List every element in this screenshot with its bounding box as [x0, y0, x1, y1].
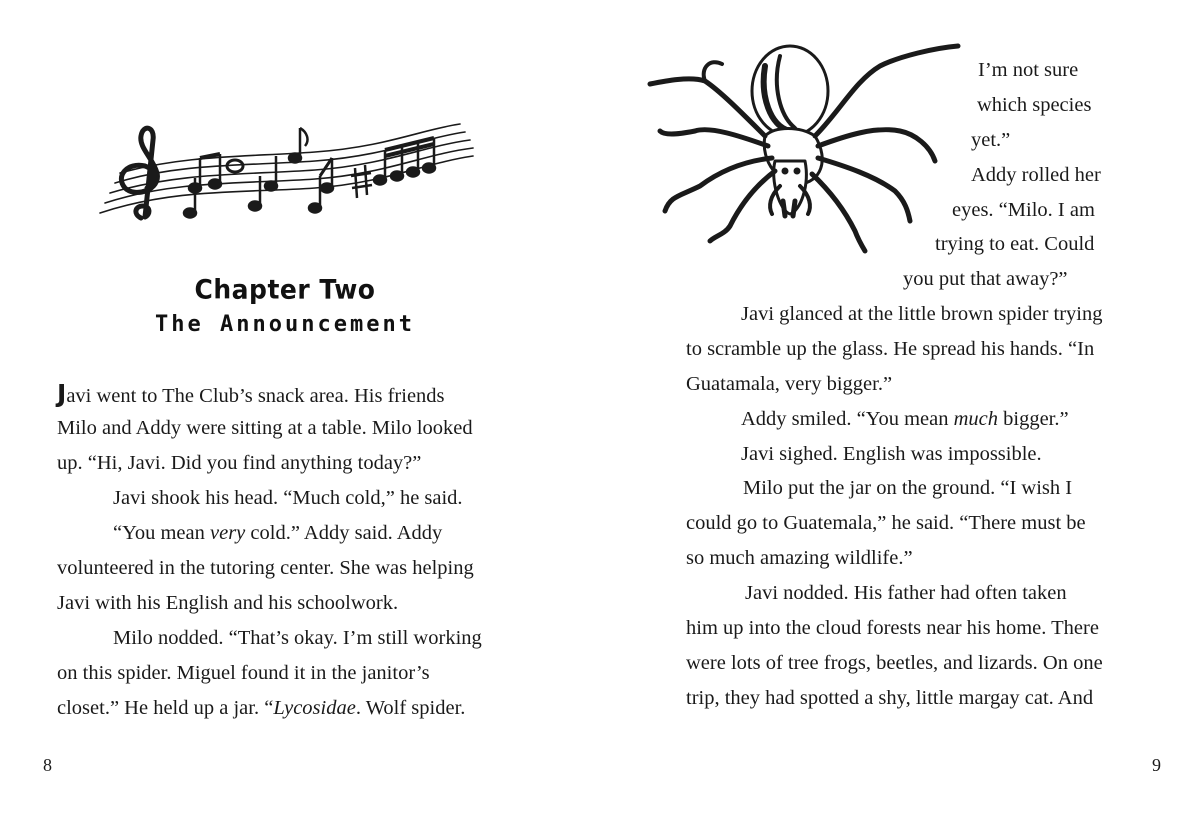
body-line: Javi glanced at the little brown spider trying	[741, 303, 1103, 325]
emphasis-text: Lycosidae	[273, 697, 356, 719]
body-line: Milo and Addy were sitting at a table. Milo looked	[57, 417, 473, 439]
body-line: Javi with his English and his schoolwork.	[57, 592, 399, 614]
chapter-title: The Announcement	[155, 312, 415, 337]
body-line: him up into the cloud forests near his home. There	[686, 617, 1099, 639]
body-line: “You mean very cold.” Addy said. Addy	[113, 522, 443, 544]
body-line: I’m not sure	[978, 59, 1079, 81]
chapter-number: Chapter Two	[194, 274, 376, 305]
body-line: Addy smiled. “You mean much bigger.”	[741, 408, 1069, 430]
drop-cap: J	[57, 379, 67, 408]
body-line: which species	[977, 94, 1092, 116]
music-notes-staff-illustration	[95, 118, 480, 228]
emphasis-text: very	[210, 522, 246, 544]
body-line: were lots of tree frogs, beetles, and lizards. On one	[686, 652, 1103, 674]
body-line: on this spider. Miguel found it in the janitor’s	[57, 662, 430, 684]
body-line: Milo nodded. “That’s okay. I’m still working	[113, 627, 482, 649]
body-line: volunteered in the tutoring center. She was helping	[57, 557, 474, 579]
body-line: Javi sighed. English was impossible.	[741, 443, 1042, 465]
page-number: 9	[1152, 755, 1161, 775]
body-line: eyes. “Milo. I am	[952, 199, 1095, 221]
body-line: trip, they had spotted a shy, little margay cat. And	[686, 687, 1094, 709]
body-line: you put that away?”	[903, 268, 1068, 290]
body-line: Javi went to The Club’s snack area. His friends	[57, 379, 445, 408]
body-line: yet.”	[971, 129, 1011, 151]
page-number: 8	[43, 755, 52, 775]
body-line: trying to eat. Could	[935, 233, 1095, 255]
wolf-spider-illustration	[640, 36, 970, 256]
emphasis-text: much	[953, 408, 998, 430]
body-line: could go to Guatemala,” he said. “There must be	[686, 512, 1086, 534]
body-line: Javi nodded. His father had often taken	[745, 582, 1067, 604]
body-line: up. “Hi, Javi. Did you find anything today?”	[57, 452, 422, 474]
body-line: Javi shook his head. “Much cold,” he said.	[113, 487, 463, 509]
body-line: to scramble up the glass. He spread his hands. “In	[686, 338, 1095, 360]
body-line: so much amazing wildlife.”	[686, 547, 913, 569]
body-line: Milo put the jar on the ground. “I wish I	[743, 477, 1073, 499]
body-line: Guatamala, very bigger.”	[686, 373, 893, 395]
body-line: Addy rolled her	[971, 164, 1101, 186]
body-line: closet.” He held up a jar. “Lycosidae. Wolf spider.	[57, 697, 466, 719]
